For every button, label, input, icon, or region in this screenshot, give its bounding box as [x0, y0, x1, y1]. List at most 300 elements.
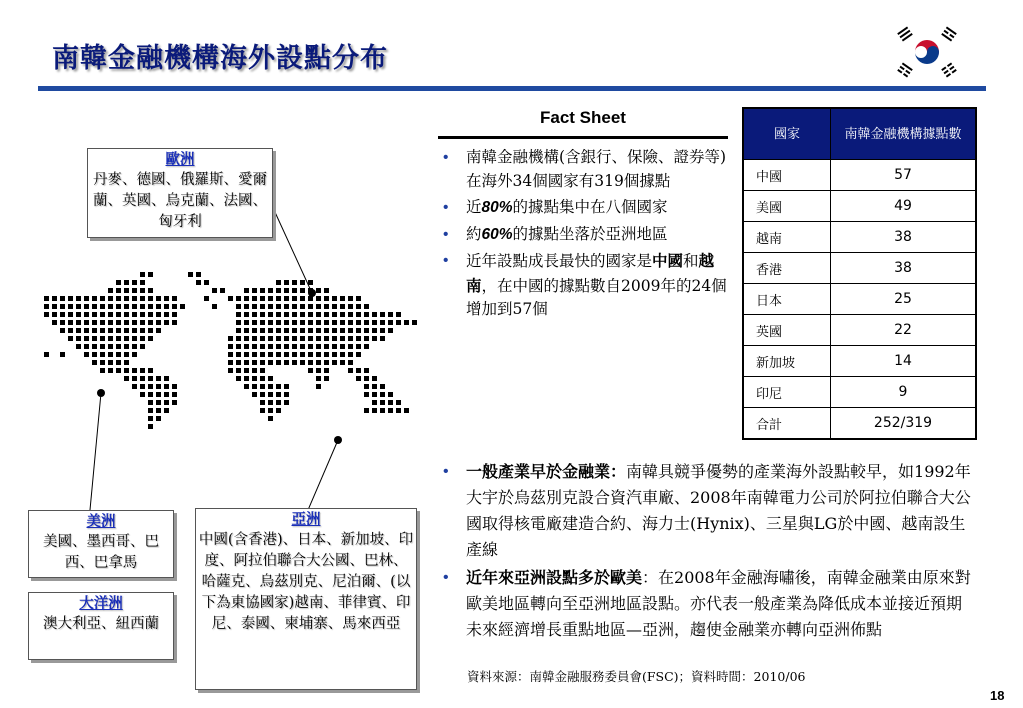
map-dot: [260, 320, 265, 325]
map-dot: [292, 360, 297, 365]
map-dot: [356, 376, 361, 381]
map-dot: [396, 320, 401, 325]
map-dot: [372, 336, 377, 341]
region-title-asia: 亞洲: [291, 511, 321, 528]
map-dot: [76, 296, 81, 301]
map-dot: [228, 336, 233, 341]
map-dot: [252, 288, 257, 293]
map-dot: [148, 368, 153, 373]
map-dot: [148, 304, 153, 309]
map-dot: [364, 376, 369, 381]
analysis-list: [438, 459, 976, 645]
map-dot: [116, 320, 121, 325]
map-dot: [164, 320, 169, 325]
map-dot: [140, 320, 145, 325]
map-dot: [364, 392, 369, 397]
fact-text: 約: [466, 224, 482, 243]
map-dot: [316, 384, 321, 389]
map-dot: [100, 296, 105, 301]
map-dot: [396, 408, 401, 413]
map-dot: [148, 272, 153, 277]
map-dot: [228, 352, 233, 357]
map-dot: [244, 360, 249, 365]
map-dot: [252, 320, 257, 325]
map-dot: [124, 296, 129, 301]
map-dot: [244, 312, 249, 317]
map-dot: [348, 368, 353, 373]
map-dot: [156, 328, 161, 333]
map-dot: [124, 344, 129, 349]
map-dot: [196, 272, 201, 277]
map-dot: [108, 296, 113, 301]
map-dot: [364, 312, 369, 317]
map-dot: [260, 336, 265, 341]
map-dot: [276, 280, 281, 285]
fact-text: 和: [683, 252, 699, 270]
map-dot: [276, 304, 281, 309]
map-dot: [164, 312, 169, 317]
map-dot: [396, 312, 401, 317]
map-dot: [68, 320, 73, 325]
map-dot: [340, 344, 345, 349]
region-title-europe: 歐洲: [165, 151, 195, 168]
map-dot: [380, 392, 385, 397]
map-dot: [124, 360, 129, 365]
map-dot: [164, 408, 169, 413]
map-dot: [380, 400, 385, 405]
map-dot: [140, 272, 145, 277]
map-dot: [284, 392, 289, 397]
map-dot: [84, 304, 89, 309]
map-dot: [316, 376, 321, 381]
map-dot: [396, 400, 401, 405]
table-cell-country: 新加坡: [743, 346, 831, 377]
map-dot: [148, 312, 153, 317]
map-dot: [68, 304, 73, 309]
fact-sheet-list: [438, 146, 728, 325]
map-dot: [108, 320, 113, 325]
map-dot: [156, 304, 161, 309]
fact-text: 近: [466, 198, 482, 216]
map-dot: [276, 392, 281, 397]
map-dot: [76, 304, 81, 309]
map-dot: [348, 336, 353, 341]
map-dot: [172, 384, 177, 389]
branch-count-table: [742, 107, 977, 440]
map-dot: [244, 336, 249, 341]
map-dot: [332, 312, 337, 317]
map-dot: [100, 344, 105, 349]
map-dot: [388, 320, 393, 325]
map-dot: [244, 368, 249, 373]
table-row: [743, 315, 976, 346]
map-dot: [196, 280, 201, 285]
map-dot: [308, 320, 313, 325]
map-dot: [364, 304, 369, 309]
map-dot: [276, 328, 281, 333]
map-dot: [132, 328, 137, 333]
map-dot: [236, 376, 241, 381]
map-dot: [356, 336, 361, 341]
map-dot: [148, 416, 153, 421]
map-dot: [156, 416, 161, 421]
map-dot: [260, 368, 265, 373]
map-dot: [172, 312, 177, 317]
table-row: [743, 253, 976, 284]
map-dot: [92, 320, 97, 325]
map-dot: [140, 384, 145, 389]
fact-text: 近年設點成長最快的國家是: [466, 252, 653, 270]
map-dot: [252, 336, 257, 341]
map-dot: [52, 320, 57, 325]
map-dot: [148, 384, 153, 389]
table-cell-count: 25: [831, 284, 977, 315]
map-dot: [380, 312, 385, 317]
table-cell-country: 英國: [743, 315, 831, 346]
map-dot: [324, 344, 329, 349]
map-dot: [140, 392, 145, 397]
map-dot: [364, 320, 369, 325]
map-dot: [164, 376, 169, 381]
map-dot: [252, 376, 257, 381]
map-dot: [308, 344, 313, 349]
map-dot: [108, 328, 113, 333]
map-dot: [116, 304, 121, 309]
map-dot: [44, 304, 49, 309]
map-dot: [380, 320, 385, 325]
analysis-lead: 近年來亞洲設點多於歐美: [466, 568, 643, 587]
map-dot: [228, 296, 233, 301]
map-dot: [140, 344, 145, 349]
map-dot: [332, 296, 337, 301]
map-dot: [140, 288, 145, 293]
map-dot: [132, 320, 137, 325]
map-dot: [244, 376, 249, 381]
map-dot: [292, 304, 297, 309]
fact-bullet: [438, 146, 728, 193]
table-cell-country: 美國: [743, 191, 831, 222]
map-dot: [348, 360, 353, 365]
page-title: 南韓金融機構海外設點分布: [52, 43, 388, 74]
map-dot: [252, 344, 257, 349]
map-dot: [84, 336, 89, 341]
europe-marker: [308, 289, 316, 297]
map-dot: [276, 288, 281, 293]
map-dot: [372, 400, 377, 405]
map-dot: [364, 408, 369, 413]
map-dot: [116, 336, 121, 341]
map-dot: [292, 352, 297, 357]
map-dot: [244, 384, 249, 389]
map-dot: [276, 296, 281, 301]
fact-sheet-heading: Fact Sheet: [540, 108, 626, 127]
map-dot: [332, 304, 337, 309]
table-row: [743, 160, 976, 191]
map-dot: [204, 296, 209, 301]
map-dot: [116, 368, 121, 373]
table-row-total: [743, 408, 976, 440]
map-dot: [92, 336, 97, 341]
map-dot: [244, 320, 249, 325]
fact-text: 的據點集中在八個國家: [512, 198, 668, 216]
map-dot: [268, 408, 273, 413]
map-dot: [68, 312, 73, 317]
map-dot: [340, 336, 345, 341]
map-dot: [268, 344, 273, 349]
map-dot: [300, 344, 305, 349]
map-dot: [148, 376, 153, 381]
map-dot: [372, 384, 377, 389]
map-dot: [356, 296, 361, 301]
map-dot: [340, 328, 345, 333]
map-dot: [276, 408, 281, 413]
map-dot: [364, 368, 369, 373]
map-dot: [332, 320, 337, 325]
fact-highlight: 60%: [481, 225, 513, 243]
map-dot: [284, 384, 289, 389]
map-dot: [340, 304, 345, 309]
map-dot: [172, 296, 177, 301]
map-dot: [140, 336, 145, 341]
fact-bullet: [438, 196, 728, 220]
map-dot: [124, 312, 129, 317]
fact-text: 的據點坐落於亞洲地區: [512, 224, 668, 243]
map-dot: [124, 320, 129, 325]
map-dot: [132, 344, 137, 349]
map-dot: [156, 384, 161, 389]
map-dot: [300, 304, 305, 309]
map-dot: [324, 320, 329, 325]
map-dot: [268, 400, 273, 405]
map-dot: [132, 376, 137, 381]
map-dot: [100, 328, 105, 333]
table-row: [743, 346, 976, 377]
map-dot: [172, 304, 177, 309]
map-dot: [372, 312, 377, 317]
map-dot: [100, 312, 105, 317]
map-dot: [380, 328, 385, 333]
table-cell-country: 印尼: [743, 377, 831, 408]
map-dot: [324, 368, 329, 373]
map-dot: [244, 328, 249, 333]
map-dot: [292, 320, 297, 325]
map-dot: [300, 296, 305, 301]
map-dot: [212, 304, 217, 309]
map-dot: [108, 368, 113, 373]
map-dot: [132, 384, 137, 389]
table-cell-country: 合計: [743, 408, 831, 440]
map-dot: [356, 344, 361, 349]
map-dot: [100, 304, 105, 309]
map-dot: [252, 352, 257, 357]
map-dot: [348, 304, 353, 309]
map-dot: [260, 360, 265, 365]
map-dot: [260, 344, 265, 349]
map-dot: [172, 400, 177, 405]
map-dot: [260, 296, 265, 301]
fact-bullet: [438, 249, 728, 322]
map-dot: [84, 320, 89, 325]
region-box-europe: [87, 148, 273, 238]
map-dot: [252, 304, 257, 309]
map-dot: [268, 312, 273, 317]
map-dot: [260, 408, 265, 413]
table-row: [743, 191, 976, 222]
map-dot: [284, 304, 289, 309]
map-dot: [356, 352, 361, 357]
map-dot: [356, 328, 361, 333]
map-dot: [372, 376, 377, 381]
map-dot: [124, 376, 129, 381]
map-dot: [364, 336, 369, 341]
map-dot: [348, 296, 353, 301]
map-dot: [132, 288, 137, 293]
map-dot: [148, 336, 153, 341]
map-dot: [292, 312, 297, 317]
map-dot: [76, 336, 81, 341]
region-box-americas: [28, 510, 174, 578]
region-body-asia: 中國(含香港)、日本、新加坡、印度、阿拉伯聯合大公國、巴林、哈薩克、烏茲別克、尼泊爾、(以下為東協國家)越南、菲律賓、印尼、泰國、柬埔寨、馬來西亞: [198, 532, 414, 632]
analysis-text: ：在2008年金融海嘯後，南韓金融業由原來對歐美地區轉向至亞洲地區設點。亦代表一般產業為降低成本並接近預期未來經濟增長重點地區—亞洲，趨使金融業亦轉向亞洲佈點: [466, 568, 971, 639]
map-dot: [252, 328, 257, 333]
map-dot: [44, 296, 49, 301]
map-dot: [60, 312, 65, 317]
map-dot: [60, 352, 65, 357]
map-dot: [236, 304, 241, 309]
map-dot: [300, 320, 305, 325]
map-dot: [124, 368, 129, 373]
table-cell-country: 日本: [743, 284, 831, 315]
map-dot: [228, 344, 233, 349]
map-dot: [132, 336, 137, 341]
map-dot: [324, 328, 329, 333]
map-dot: [284, 288, 289, 293]
map-dot: [268, 376, 273, 381]
map-dot: [68, 296, 73, 301]
map-dot: [156, 392, 161, 397]
map-dot: [404, 320, 409, 325]
map-dot: [148, 288, 153, 293]
map-dot: [156, 376, 161, 381]
americas-marker: [97, 389, 105, 397]
map-dot: [284, 336, 289, 341]
map-dot: [164, 304, 169, 309]
map-dot: [84, 312, 89, 317]
map-dot: [300, 360, 305, 365]
region-body-oceania: 澳大利亞、紐西蘭: [43, 616, 159, 632]
map-dot: [140, 368, 145, 373]
analysis-bullet: [438, 565, 976, 643]
map-dot: [116, 288, 121, 293]
map-dot: [276, 400, 281, 405]
map-dot: [268, 304, 273, 309]
table-header-row: [743, 108, 976, 160]
map-dot: [100, 360, 105, 365]
map-dot: [252, 360, 257, 365]
map-dot: [292, 296, 297, 301]
table-header-count: 南韓金融機構據點數: [831, 108, 977, 160]
map-dot: [164, 384, 169, 389]
map-dot: [220, 288, 225, 293]
map-dot: [268, 328, 273, 333]
map-dot: [316, 344, 321, 349]
map-dot: [236, 344, 241, 349]
map-dot: [332, 344, 337, 349]
map-dot: [100, 336, 105, 341]
map-dot: [308, 280, 313, 285]
map-dot: [260, 384, 265, 389]
map-dot: [300, 352, 305, 357]
map-dot: [236, 352, 241, 357]
map-dot: [268, 392, 273, 397]
map-dot: [236, 368, 241, 373]
map-dot: [124, 328, 129, 333]
map-dot: [292, 280, 297, 285]
map-dot: [292, 328, 297, 333]
map-dot: [308, 368, 313, 373]
map-dot: [124, 352, 129, 357]
map-dot: [348, 328, 353, 333]
map-dot: [276, 384, 281, 389]
map-dot: [380, 408, 385, 413]
source-note: 資料來源：南韓金融服務委員會(FSC)；資料時間：2010/06: [467, 669, 806, 684]
map-dot: [252, 296, 257, 301]
map-dot: [156, 320, 161, 325]
map-dot: [316, 296, 321, 301]
table-cell-count: 9: [831, 377, 977, 408]
map-dot: [108, 312, 113, 317]
map-dot: [236, 360, 241, 365]
map-dot: [316, 336, 321, 341]
map-dot: [308, 328, 313, 333]
map-dot: [164, 296, 169, 301]
map-dot: [140, 312, 145, 317]
map-dot: [324, 288, 329, 293]
map-dot: [92, 352, 97, 357]
table-cell-count: 49: [831, 191, 977, 222]
map-dot: [44, 352, 49, 357]
map-dot: [276, 336, 281, 341]
map-dot: [284, 296, 289, 301]
map-dot: [316, 352, 321, 357]
map-dot: [140, 376, 145, 381]
table-cell-count: 38: [831, 222, 977, 253]
map-dot: [252, 368, 257, 373]
map-dot: [284, 320, 289, 325]
map-dot: [244, 304, 249, 309]
region-title-oceania: 大洋洲: [79, 595, 123, 612]
map-dot: [332, 360, 337, 365]
map-dot: [380, 384, 385, 389]
fact-highlight: 80%: [481, 199, 513, 216]
map-dot: [300, 336, 305, 341]
map-dot: [316, 288, 321, 293]
map-dot: [92, 312, 97, 317]
map-dot: [316, 360, 321, 365]
map-dot: [316, 328, 321, 333]
map-dot: [116, 360, 121, 365]
region-body-europe: 丹麥、德國、俄羅斯、愛爾蘭、英國、烏克蘭、法國、匈牙利: [93, 172, 267, 230]
map-dot: [412, 320, 417, 325]
map-dot: [156, 296, 161, 301]
map-dot: [84, 352, 89, 357]
map-dot: [148, 320, 153, 325]
map-dot: [76, 312, 81, 317]
map-dot: [364, 328, 369, 333]
map-dot: [236, 320, 241, 325]
map-dot: [324, 296, 329, 301]
map-dot: [284, 352, 289, 357]
